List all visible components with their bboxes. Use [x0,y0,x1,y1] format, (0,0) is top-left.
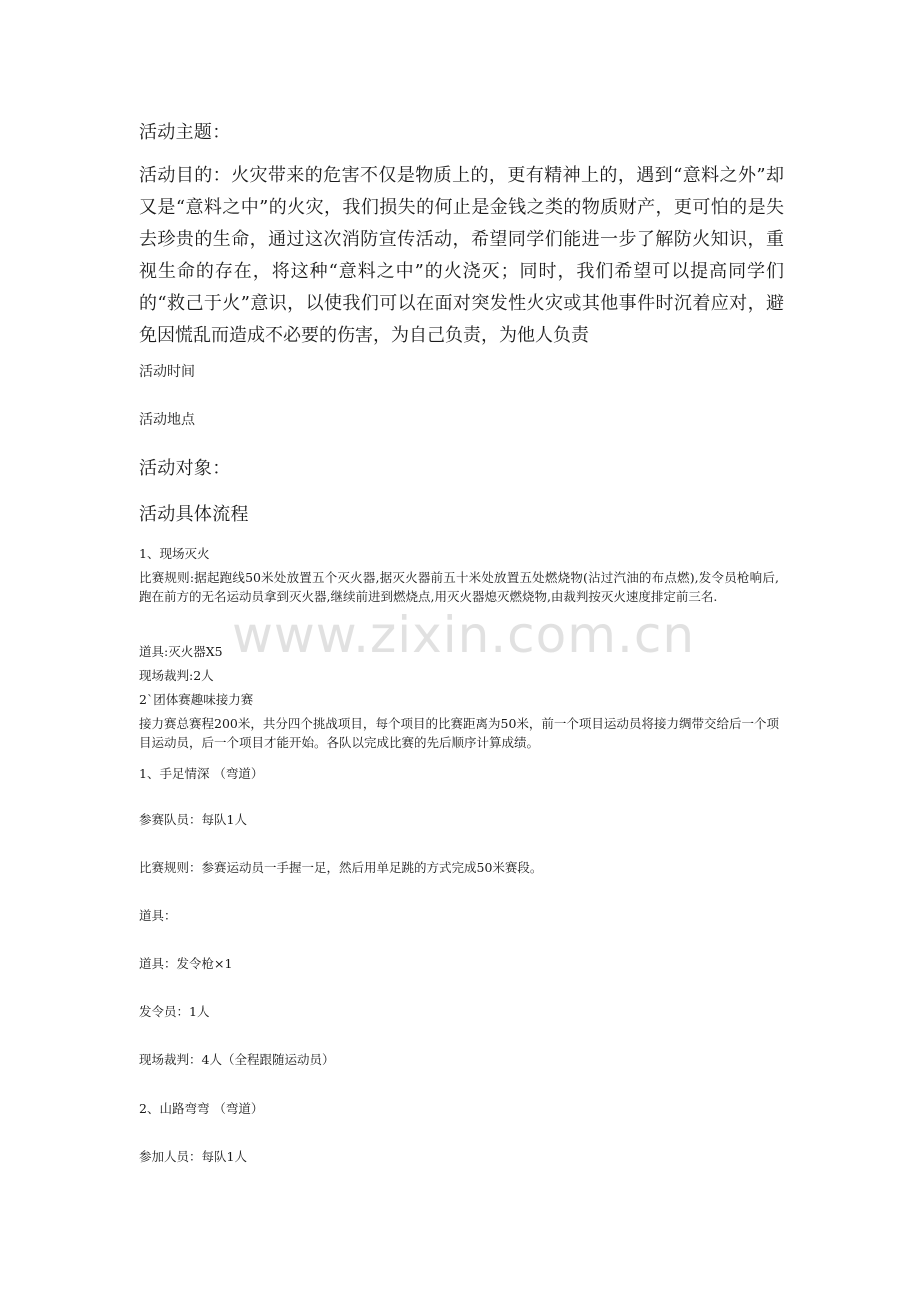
activity-place: 活动地点 [139,412,195,428]
activity-target: 活动对象： [139,458,231,479]
item-1-title: 1、手足情深 （弯道） [139,766,264,781]
watermark: www.zixin.com.cn [232,606,696,664]
activity-purpose: 活动目的：火灾带来的危害不仅是物质上的，更有精神上的，遇到“意料之外”却又是“意料之中”的火灾，我们损失的何止是金钱之类的物质财产，更可怕的是失去珍贵的生命，通过这次消防宣传活动，希望同学们能进一步了解防火知识，重视生命的存在，将这种“意料之中”的火浇灭；同时，我们希望可以提高同学们的“救己于火”意识，以使我们可以在面对突发性火灾或其他事件时沉着应对，避免因慌乱而造成不必要的伤害，为自己负责，为他人负责 [139,165,784,346]
section-2-title: 2`团体赛趣味接力赛 [139,692,254,707]
item-1-props-label: 道具： [139,908,177,923]
section-1-title: 1、现场灭火 [139,546,210,561]
item-2-players: 参加人员：每队1人 [139,1149,247,1164]
section-1-judges: 现场裁判:2人 [139,668,214,683]
activity-theme: 活动主题： [139,122,231,143]
section-1-props: 道具:灭火器X5 [139,644,223,659]
item-2-title: 2、山路弯弯 （弯道） [139,1101,264,1116]
section-2-description: 接力赛总赛程200米，共分四个挑战项目，每个项目的比赛距离为50米，前一个项目运动员将接力绸带交给后一个项目运动员，后一个项目才能开始。各队以完成比赛的先后顺序计算成绩。 [139,716,779,750]
activity-process: 活动具体流程 [139,504,249,525]
item-1-players: 参赛队员：每队1人 [139,812,247,827]
item-1-rules: 比赛规则：参赛运动员一手握一足，然后用单足跳的方式完成50米赛段。 [139,860,543,875]
item-1-starter: 发令员：1人 [139,1004,210,1019]
section-1-rules: 比赛规则:据起跑线50米处放置五个灭火器,据灭火器前五十米处放置五处燃烧物(沾过汽油的布点燃),发令员枪响后,跑在前方的无名运动员拿到灭火器,继续前进到燃烧点,用灭火器熄灭燃烧物,由裁判按灭火速度排定前三名. [139,570,779,604]
activity-time: 活动时间 [139,364,195,380]
item-1-props: 道具：发令枪×1 [139,956,233,971]
item-1-judges: 现场裁判：4人（全程跟随运动员） [139,1052,335,1067]
